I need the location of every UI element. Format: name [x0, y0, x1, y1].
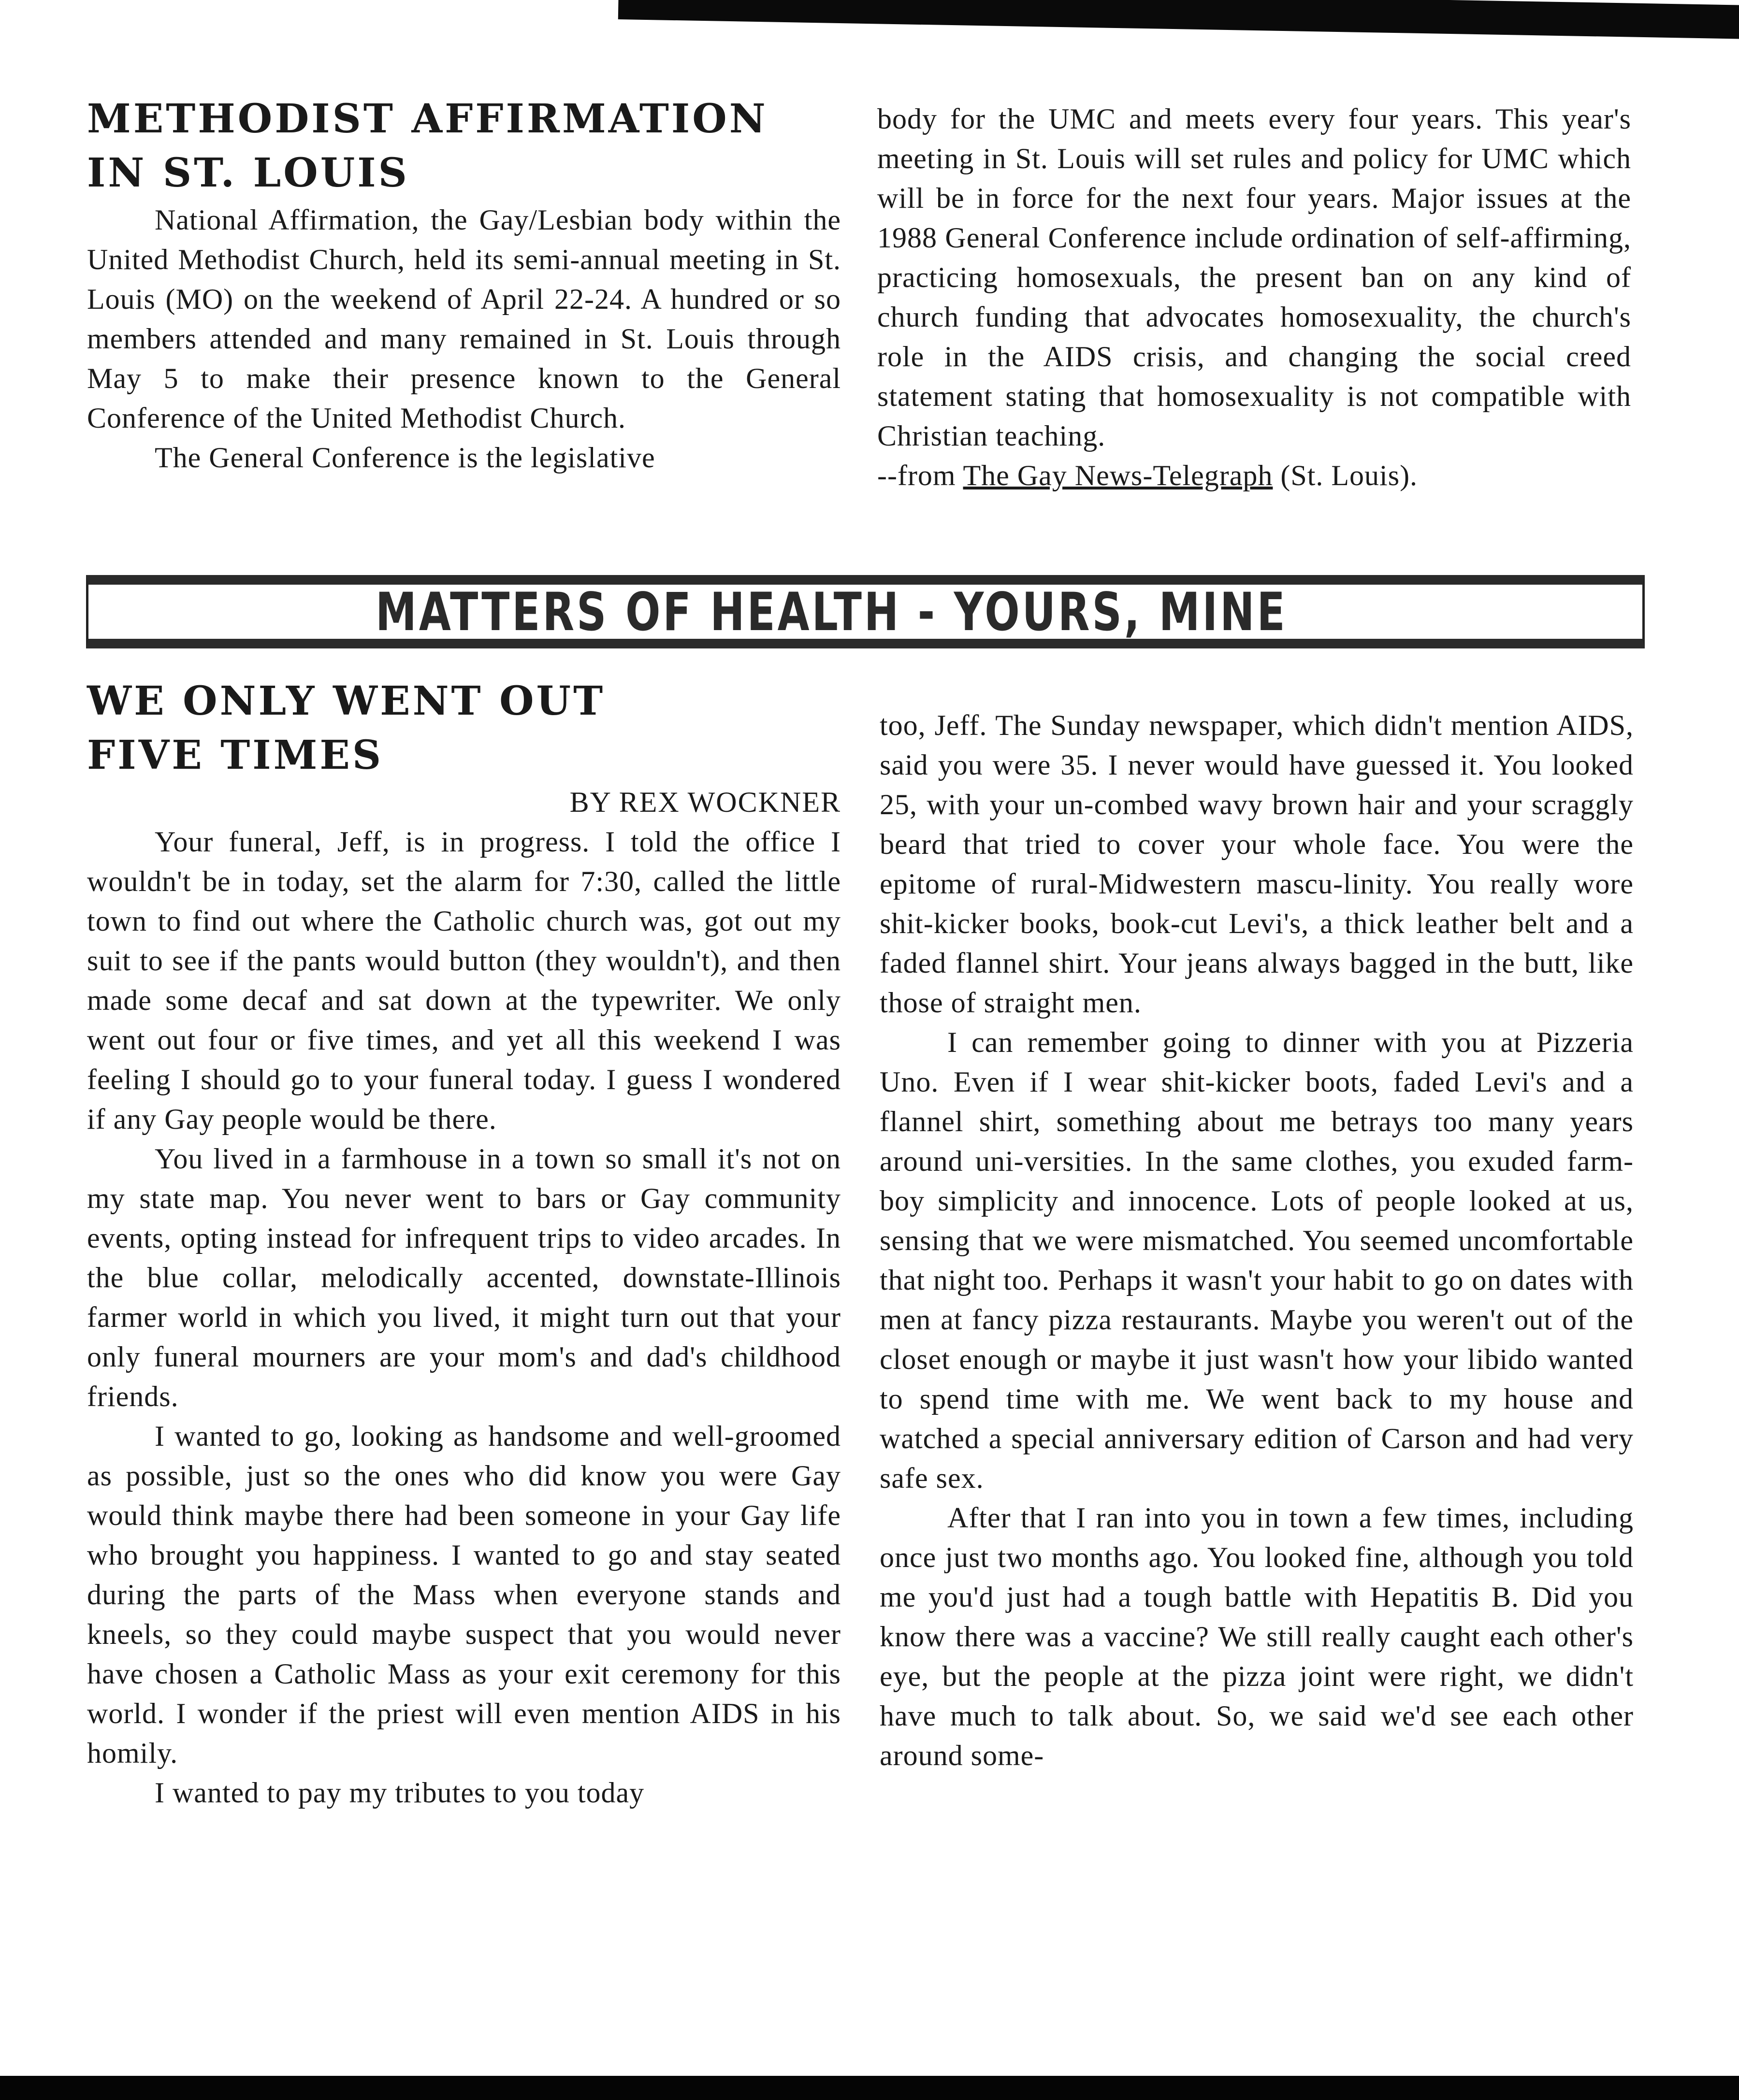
article-five-times-col-1 [87, 674, 841, 1812]
paragraph: I wanted to pay my tributes to you today [155, 1777, 645, 1809]
article-methodist-col-1 [87, 92, 841, 477]
paragraph: You lived in a farmhouse in a town so small it's not on my state map. You never went to bars or Gay community events, opting instead for infrequent trips to video arcades. In the blue collar, melodically accented, downstate-Illinois farmer world in which you lived, it might turn out that your only funeral mourners are your mom's and dad's childhood friends. [87, 1143, 841, 1412]
article-five-times-col-2 [880, 705, 1634, 1775]
scan-edge-bottom [0, 2076, 1739, 2100]
article-headline [87, 92, 841, 200]
paragraph: I can remember going to dinner with you at Pizzeria Uno. Even if I wear shit-kicker boots, faded Levi's and a flannel shirt, something about me betrays too many years around uni-versities. In the same clothes, you exuded farm-boy simplicity and innocence. Lots of people looked at us, sensing that we were mismatched. You seemed uncomfortable that night too. Perhaps it wasn't your habit to go on dates with men at fancy pizza restaurants. Maybe you weren't out of the closet enough or maybe it just wasn't how your libido wanted to spend time with me. We went back to my house and watched a special anniversary edition of Carson and had very safe sex. [880, 1026, 1634, 1494]
source-suffix: (St. Louis). [1273, 460, 1418, 491]
byline: BY REX WOCKNER [569, 786, 841, 818]
source-prefix: --from [877, 460, 963, 491]
headline-line: FIVE TIMES [87, 732, 384, 778]
section-banner-title: MATTERS OF HEALTH - YOURS, MINE [376, 580, 1288, 643]
source-credit [877, 456, 1631, 495]
scan-edge-top [618, 0, 1739, 40]
paragraph: too, Jeff. The Sunday newspaper, which didn't mention AIDS, said you were 35. I never would have guessed it. You looked 25, with your un-combed wavy brown hair and your scraggly beard that tried to cover your whole face. You were the epitome of rural-Midwestern mascu-linity. You really wore shit-kicker books, book-cut Levi's, a thick leather belt and a faded flannel shirt. Your jeans always bagged in the butt, like those of straight men. [880, 709, 1634, 1019]
headline-line: IN ST. LOUIS [87, 150, 409, 196]
paragraph: Your funeral, Jeff, is in progress. I told the office I wouldn't be in today, set the alarm for 7:30, called the little town to find out where the Catholic church was, got out my suit to see if the pants would button (they wouldn't), and then made some decaf and sat down at the typewriter. We only went out four or five times, and yet all this weekend I was feeling I should go to your funeral today. I guess I wondered if any Gay people would be there. [87, 826, 841, 1135]
source-publication: The Gay News-Telegraph [963, 460, 1273, 491]
article-methodist-col-2 [877, 99, 1631, 495]
paragraph: After that I ran into you in town a few times, including once just two months ago. You looked fine, although you told me you'd just had a tough battle with Hepatitis B. Did you know there was a vaccine? We still really caught each other's eye, but the people at the pizza joint were right, we didn't have much to talk about. So, we said we'd see each other around some- [880, 1502, 1634, 1771]
article-headline [87, 674, 841, 782]
paragraph: National Affirmation, the Gay/Lesbian body within the United Methodist Church, held its semi-annual meeting in St. Louis (MO) on the weekend of April 22-24. A hundred or so members attended and many remained in St. Louis through May 5 to make their presence known to the General Conference of the United Methodist Church. [87, 204, 841, 434]
headline-line: METHODIST AFFIRMATION [87, 96, 768, 142]
paragraph: I wanted to go, looking as handsome and well-groomed as possible, just so the ones who did know you were Gay would think maybe there had been someone in your Gay life who brought you happiness. I wanted to go and stay seated during the parts of the Mass when everyone stands and kneels, so they could maybe suspect that you would never have chosen a Catholic Mass as your exit ceremony for this world. I wonder if the priest will even mention AIDS in his homily. [87, 1420, 841, 1769]
section-banner [86, 575, 1645, 648]
headline-line: WE ONLY WENT OUT [87, 678, 606, 724]
paragraph: body for the UMC and meets every four years. This year's meeting in St. Louis will set rules and policy for UMC which will be in force for the next four years. Major issues at the 1988 General Conference include ordination of self-affirming, practicing homosexuals, the present ban on any kind of church funding that advocates homosexuality, the church's role in the AIDS crisis, and changing the social creed statement stating that homosexuality is not compatible with Christian teaching. [877, 103, 1631, 452]
paragraph: The General Conference is the legislative [155, 442, 655, 474]
